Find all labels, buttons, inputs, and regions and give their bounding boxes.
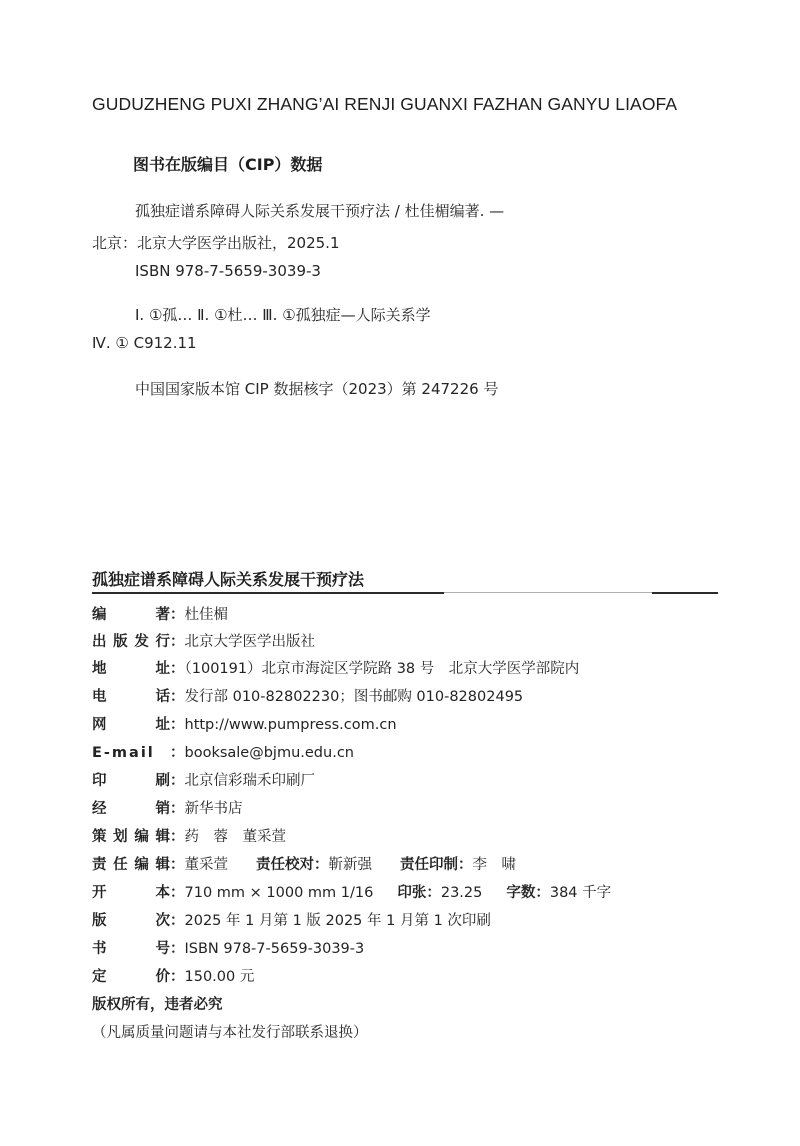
wordcount-label: 字数 bbox=[506, 885, 536, 901]
replacement-notice: （凡属质量问题请与本社发行部联系退换） bbox=[92, 1025, 368, 1041]
format-label: 开 本 bbox=[92, 885, 170, 901]
phone-label: 电 话 bbox=[92, 689, 170, 705]
printer-label: 印 刷 bbox=[92, 773, 170, 789]
distributor-value: 新华书店 bbox=[184, 801, 243, 817]
planning-editor-label: 策划编辑 bbox=[92, 829, 170, 845]
responsible-editor-label: 责任编辑 bbox=[92, 857, 170, 873]
distributor-label: 经 销 bbox=[92, 801, 170, 817]
rights-notice: 版权所有，违者必究 bbox=[92, 997, 223, 1013]
proofreader-label: 责任校对 bbox=[256, 857, 314, 873]
edition-row: 版 次：2025 年 1 月第 1 版 2025 年 1 月第 1 次印刷 bbox=[92, 910, 491, 932]
phone-row: 电 话：发行部 010-82802230；图书邮购 010-82802495 bbox=[92, 686, 523, 708]
publisher-label: 出版发行 bbox=[92, 634, 170, 650]
address-row: 地 址：（100191）北京市海淀区学院路 38 号 北京大学医学部院内 bbox=[92, 658, 579, 680]
edition-label: 版 次 bbox=[92, 913, 170, 929]
printer-value: 北京信彩瑞禾印刷厂 bbox=[184, 773, 315, 789]
print-supervisor-value: 李 啸 bbox=[472, 857, 516, 873]
wordcount-value: 384 千字 bbox=[549, 885, 612, 901]
email-row: E-mail ：booksale@bjmu.edu.cn bbox=[92, 742, 354, 764]
responsibility-row: 责任编辑：董采萱 责任校对：靳新强 责任印制：李 啸 bbox=[92, 854, 516, 876]
price-row: 定 价：150.00 元 bbox=[92, 966, 254, 988]
author-value: 杜佳楣 bbox=[184, 607, 228, 623]
price-label: 定 价 bbox=[92, 969, 170, 985]
format-value: 710 mm × 1000 mm 1/16 bbox=[184, 885, 374, 901]
publisher-value: 北京大学医学出版社 bbox=[184, 634, 315, 650]
cip-line-title-author: 孤独症谱系障碍人际关系发展干预疗法 / 杜佳楣编著. — bbox=[135, 202, 505, 220]
email-label: E-mail bbox=[92, 745, 155, 761]
isbn-row: 书 号：ISBN 978-7-5659-3039-3 bbox=[92, 938, 364, 960]
responsible-editor-value: 董采萱 bbox=[184, 857, 228, 873]
book-title: 孤独症谱系障碍人际关系发展干预疗法 bbox=[92, 570, 365, 589]
cip-heading: 图书在版编目（CIP）数据 bbox=[133, 155, 323, 174]
phone-value: 发行部 010-82802230；图书邮购 010-82802495 bbox=[184, 689, 524, 705]
website-label: 网 址 bbox=[92, 717, 170, 733]
print-supervisor-label: 责任印制 bbox=[400, 857, 458, 873]
email-value: booksale@bjmu.edu.cn bbox=[184, 745, 354, 761]
printer-row: 印 刷：北京信彩瑞禾印刷厂 bbox=[92, 770, 315, 792]
address-label: 地 址 bbox=[92, 661, 170, 677]
title-rule-right bbox=[652, 592, 718, 594]
price-value: 150.00 元 bbox=[184, 969, 255, 985]
sheets-value: 23.25 bbox=[440, 885, 483, 901]
publisher-row: 出版发行：北京大学医学出版社 bbox=[92, 631, 315, 653]
website-row: 网 址：http://www.pumpress.com.cn bbox=[92, 714, 397, 736]
address-value: （100191）北京市海淀区学院路 38 号 北京大学医学部院内 bbox=[184, 661, 580, 677]
cip-line-subjects: Ⅰ. ①孤… Ⅱ. ①杜… Ⅲ. ①孤独症—人际关系学 bbox=[135, 306, 431, 324]
pinyin-title: GUDUZHENG PUXI ZHANG’AI RENJI GUANXI FAZHAN GANYU LIAOFA bbox=[92, 94, 678, 114]
distributor-row: 经 销：新华书店 bbox=[92, 798, 243, 820]
cip-line-classification: Ⅳ. ① C912.11 bbox=[92, 334, 197, 352]
isbn-value: ISBN 978-7-5659-3039-3 bbox=[184, 941, 365, 957]
author-row: 编 著：杜佳楣 bbox=[92, 604, 228, 626]
planning-editor-row: 策划编辑：药 蓉 董采萱 bbox=[92, 826, 286, 848]
isbn-label: 书 号 bbox=[92, 941, 170, 957]
edition-value: 2025 年 1 月第 1 版 2025 年 1 月第 1 次印刷 bbox=[184, 913, 491, 929]
sheets-label: 印张 bbox=[397, 885, 427, 901]
cip-line-publisher: 北京：北京大学医学出版社，2025.1 bbox=[92, 234, 340, 252]
cip-line-record-number: 中国国家版本馆 CIP 数据核字（2023）第 247226 号 bbox=[135, 380, 499, 398]
format-row: 开 本：710 mm × 1000 mm 1/16 印张：23.25 字数：384 千字 bbox=[92, 882, 611, 904]
cip-line-isbn: ISBN 978-7-5659-3039-3 bbox=[135, 262, 321, 280]
title-rule-left bbox=[92, 592, 444, 594]
title-rule-middle bbox=[444, 592, 652, 593]
author-label: 编 著 bbox=[92, 607, 170, 623]
proofreader-value: 靳新强 bbox=[328, 857, 372, 873]
planning-editor-value: 药 蓉 董采萱 bbox=[184, 829, 286, 845]
website-value: http://www.pumpress.com.cn bbox=[184, 717, 397, 733]
